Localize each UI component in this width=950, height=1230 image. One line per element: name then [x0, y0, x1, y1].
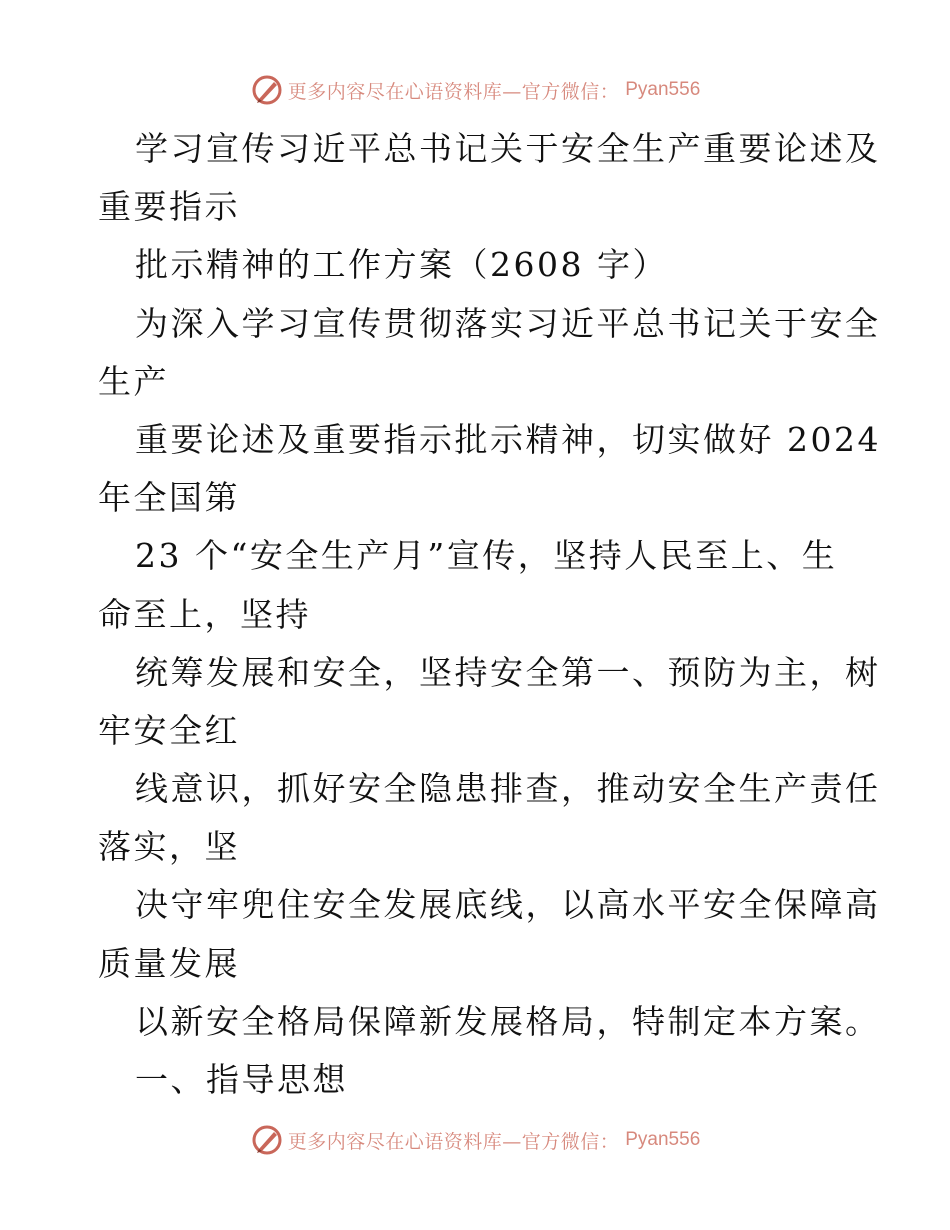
text-line: 为深入学习宣传贯彻落实习近平总书记关于安全: [135, 303, 881, 343]
text-line: 牢安全红: [98, 710, 240, 750]
watermark-wechat-id: Pyan556: [625, 79, 701, 100]
pen-seal-icon: [250, 1123, 284, 1157]
text-line: 线意识，抓好安全隐患排查，推动安全生产责任: [135, 769, 881, 809]
text-line: 生产: [98, 361, 169, 401]
pen-seal-icon: [250, 73, 284, 107]
watermark-wechat-id: Pyan556: [625, 1129, 701, 1150]
text-line: 落实，坚: [98, 827, 240, 867]
text-line: 统筹发展和安全，坚持安全第一、预防为主，树: [135, 652, 881, 692]
watermark-text: 更多内容尽在心语资料库—官方微信：: [287, 80, 620, 103]
watermark-text: 更多内容尽在心语资料库—官方微信：: [287, 1130, 620, 1153]
text-line: 批示精神的工作方案（2608 字）: [135, 245, 668, 285]
text-line: 23 个“安全生产月”宣传，坚持人民至上、生: [135, 536, 838, 576]
text-line: 年全国第: [98, 478, 240, 518]
text-line: 一、指导思想: [135, 1060, 348, 1099]
text-line: 决守牢兜住安全发展底线，以高水平安全保障高: [135, 885, 881, 925]
text-line: 重要论述及重要指示批示精神，切实做好 2024: [135, 419, 881, 459]
footer-watermark: [0, 1120, 950, 1160]
document-body: [98, 120, 881, 1109]
header-watermark: [0, 70, 950, 110]
text-line: 以新安全格局保障新发展格局，特制定本方案。: [135, 1001, 881, 1041]
text-line: 命至上，坚持: [98, 594, 311, 634]
text-line: 学习宣传习近平总书记关于安全生产重要论述及: [135, 129, 881, 168]
text-line: 质量发展: [98, 943, 240, 983]
text-line: 重要指示: [98, 187, 240, 227]
